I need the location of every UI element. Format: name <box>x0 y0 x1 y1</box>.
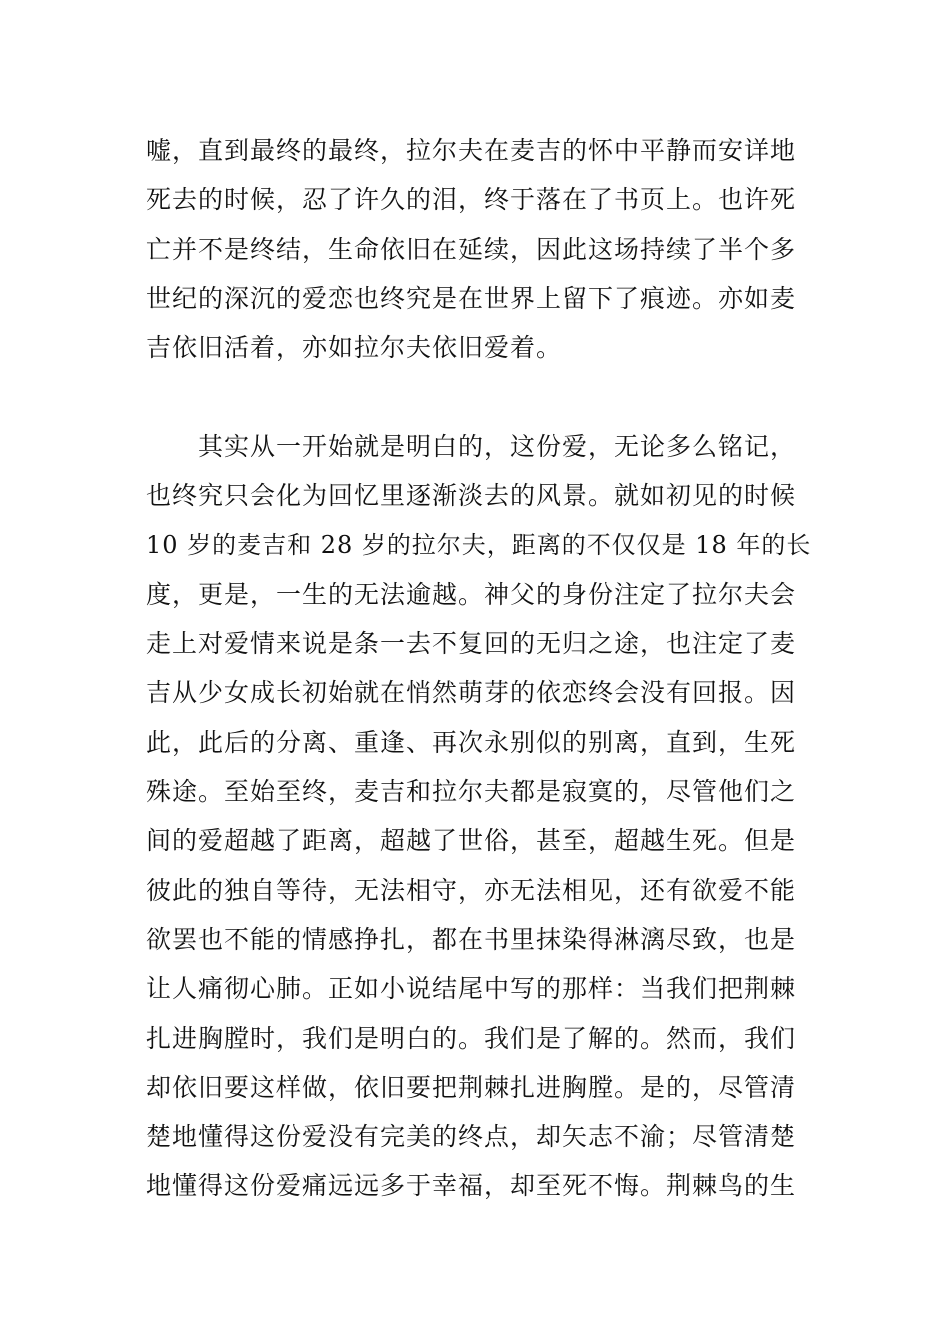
text-line: 此，此后的分离、重逢、再次永别似的别离，直到，生死 <box>146 727 797 757</box>
text-line: 也终究只会化为回忆里逐渐淡去的风景。就如初见的时候 <box>146 481 797 511</box>
paragraph-1 <box>146 126 810 372</box>
text-line: 吉依旧活着，亦如拉尔夫依旧爱着。 <box>146 333 563 363</box>
text-line: 楚地懂得这份爱没有完美的终点，却矢志不渝；尽管清楚 <box>146 1122 797 1152</box>
text-line: 度，更是，一生的无法逾越。神父的身份注定了拉尔夫会 <box>146 579 797 609</box>
text-line: 彼此的独自等待，无法相守，亦无法相见，还有欲爱不能 <box>146 875 797 905</box>
text-line: 让人痛彻心肺。正如小说结尾中写的那样：当我们把荆棘 <box>146 974 797 1004</box>
paragraph-2 <box>146 422 810 1211</box>
text-line: 死去的时候，忍了许久的泪，终于落在了书页上。也许死 <box>146 185 797 215</box>
text-line: 走上对爱情来说是条一去不复回的无归之途，也注定了麦 <box>146 629 797 659</box>
text-line: 欲罢也不能的情感挣扎，都在书里抹染得淋漓尽致，也是 <box>146 924 797 954</box>
text-line: 世纪的深沉的爱恋也终究是在世界上留下了痕迹。亦如麦 <box>146 283 797 313</box>
text-line: 却依旧要这样做，依旧要把荆棘扎进胸膛。是的，尽管清 <box>146 1072 797 1102</box>
text-line: 地懂得这份爱痛远远多于幸福，却至死不悔。荆棘鸟的生 <box>146 1171 797 1201</box>
text-line: 吉从少女成长初始就在悄然萌芽的依恋终会没有回报。因 <box>146 678 797 708</box>
text-line: 其实从一开始就是明白的，这份爱，无论多么铭记， <box>146 432 797 461</box>
text-line: 扎进胸膛时，我们是明白的。我们是了解的。然而，我们 <box>146 1023 797 1053</box>
text-line: 嘘，直到最终的最终，拉尔夫在麦吉的怀中平静而安详地 <box>146 136 797 165</box>
text-line: 殊途。至始至终，麦吉和拉尔夫都是寂寞的，尽管他们之 <box>146 777 797 807</box>
text-line: 亡并不是终结，生命依旧在延续，因此这场持续了半个多 <box>146 234 797 264</box>
text-line: 10 岁的麦吉和 28 岁的拉尔夫，距离的不仅仅是 18 年的长 <box>146 530 812 559</box>
text-line: 间的爱超越了距离，超越了世俗，甚至，超越生死。但是 <box>146 826 797 856</box>
